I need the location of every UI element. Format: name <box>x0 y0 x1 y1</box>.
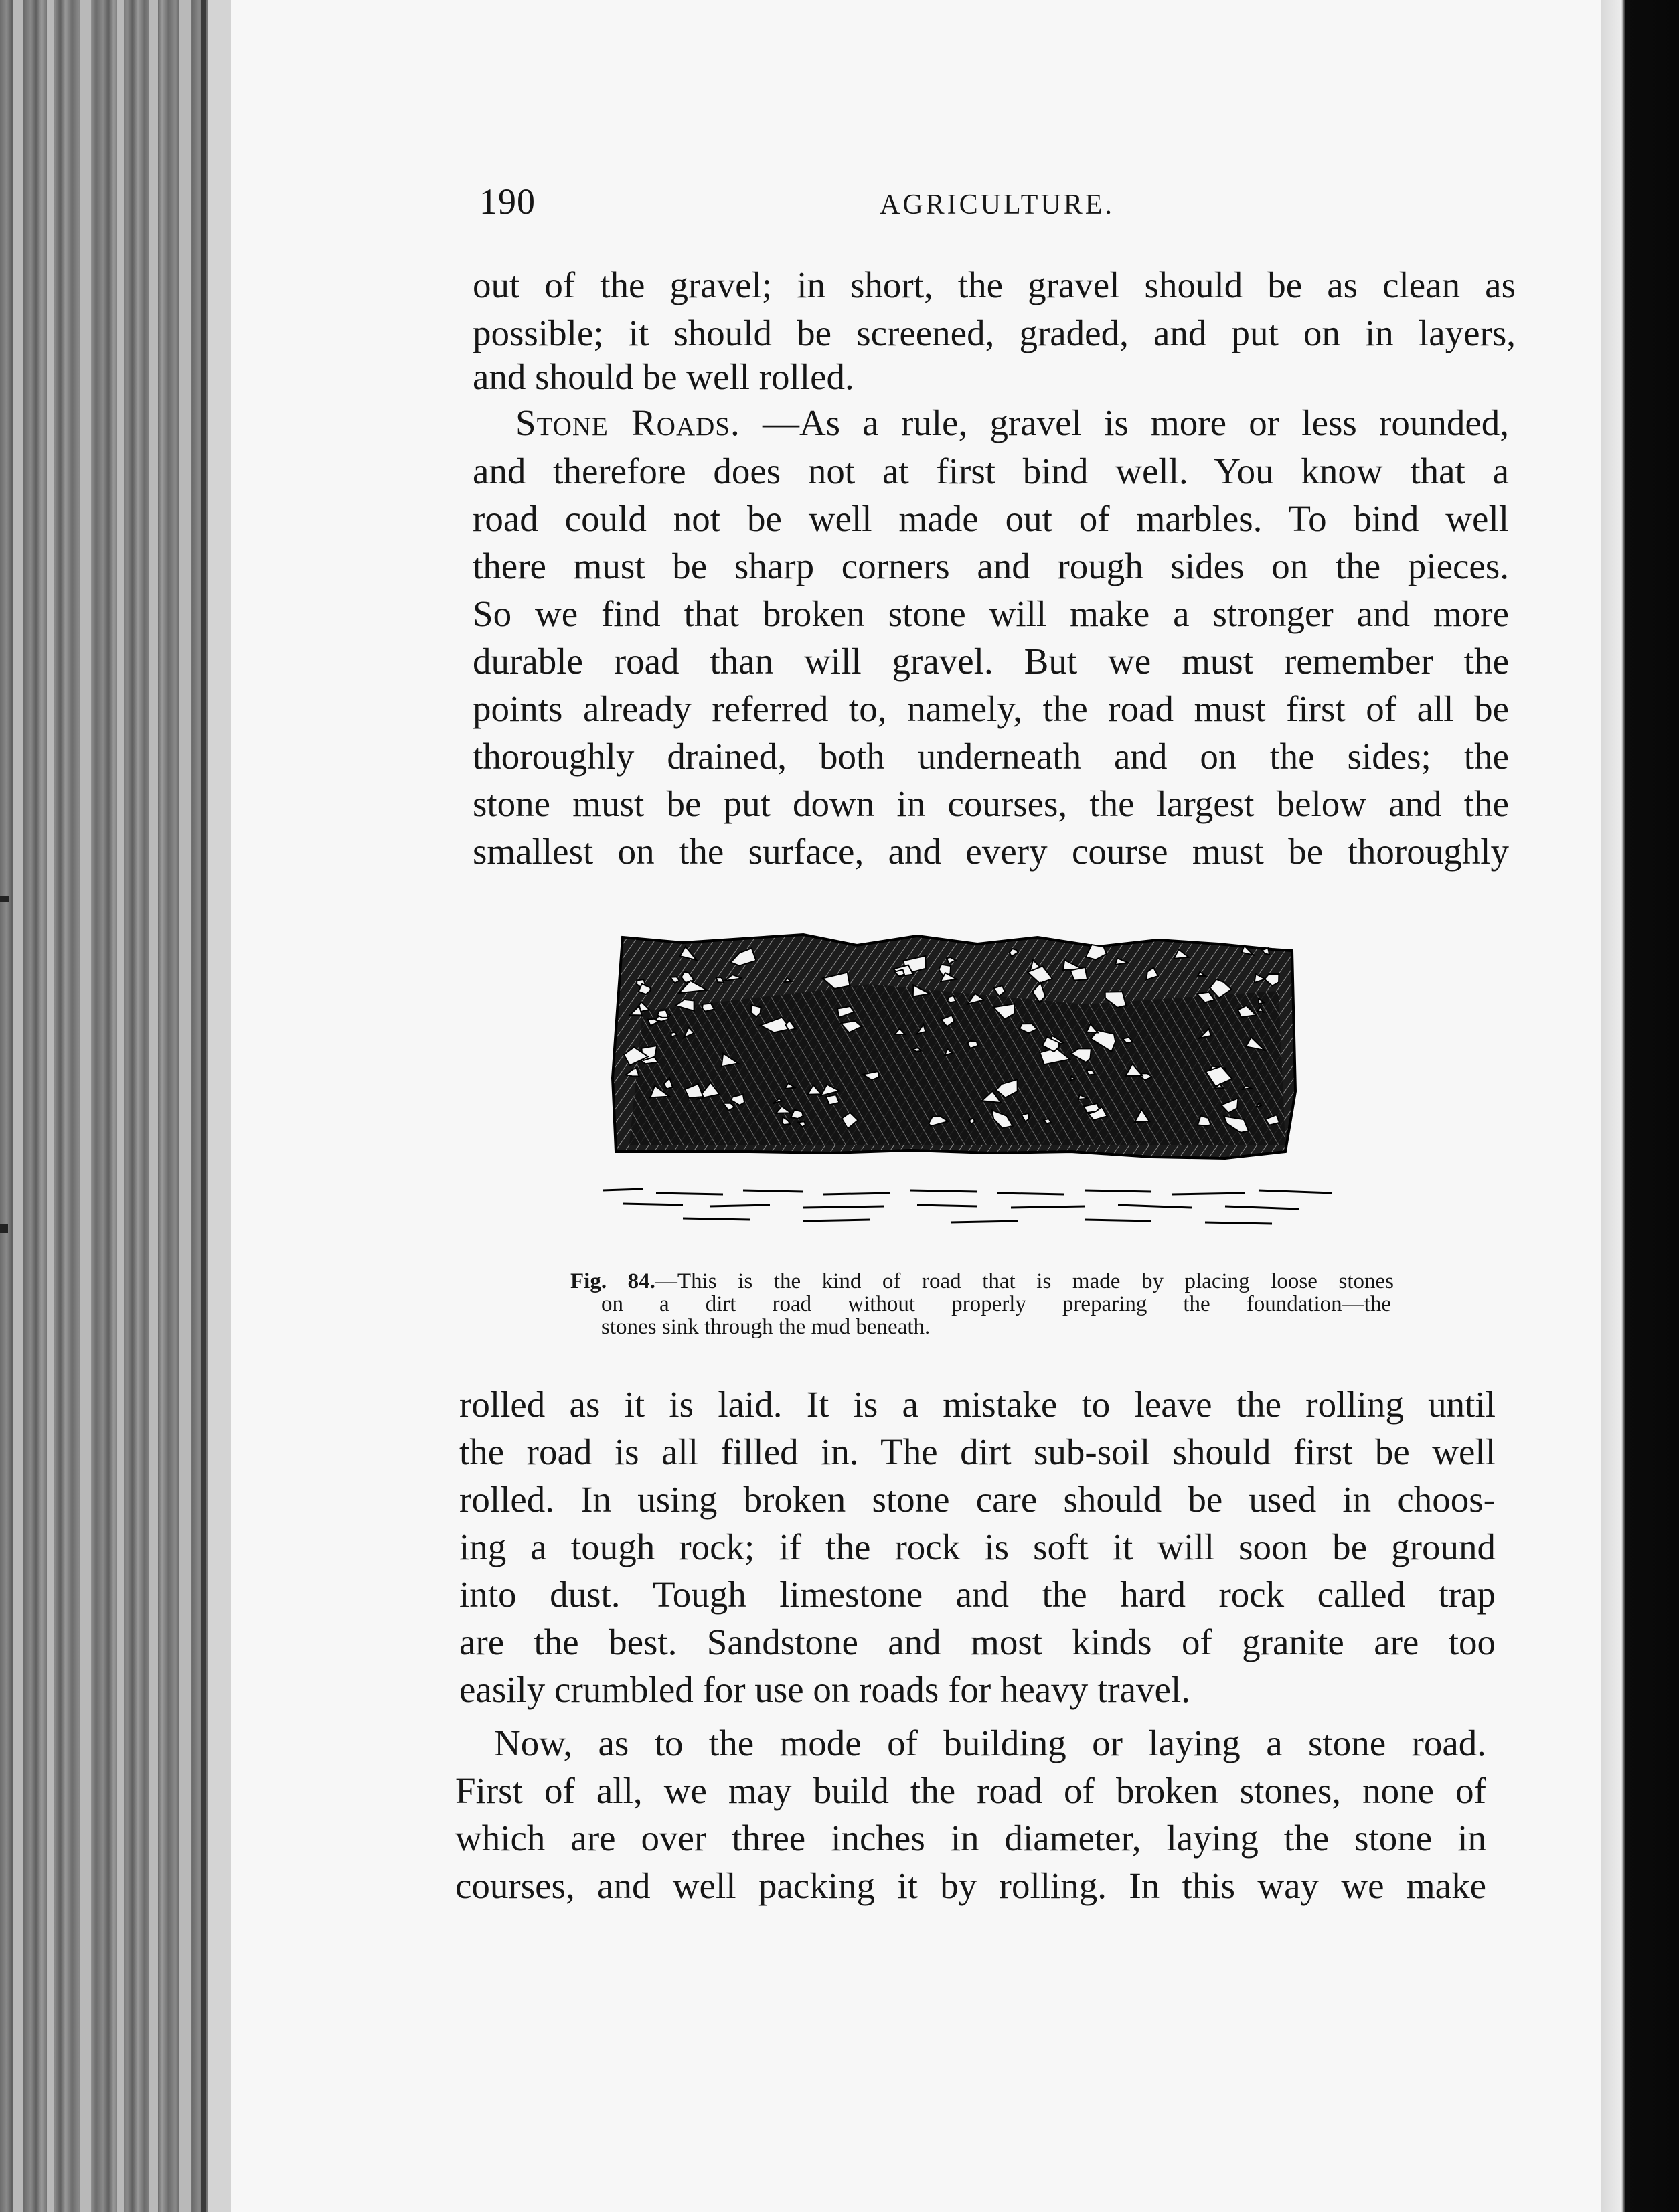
text-fragment: —As a rule, gravel is more or less rounded, <box>762 402 1509 443</box>
road-cross-section-illustration <box>603 931 1366 1239</box>
text-line-with-heading <box>515 404 1509 441</box>
text-line: Now, as to the mode of building or laying a stone road. <box>494 1723 1486 1763</box>
page-edge-line <box>117 0 124 2212</box>
text-line: courses, and well packing it by rolling. In this way we make <box>455 1865 1486 1906</box>
figure-caption-line: stones sink through the mud beneath. <box>601 1315 931 1339</box>
text-line: smallest on the surface, and every course must be thoroughly <box>473 831 1509 872</box>
figure-label: Fig. 84. <box>570 1269 655 1293</box>
text-line: road could not be well made out of marbles. To bind well <box>473 498 1509 539</box>
text-line: rolled. In using broken stone care should be used in choos- <box>459 1479 1496 1520</box>
text-line: which are over three inches in diameter, laying the stone in <box>455 1818 1486 1859</box>
page-edge-line <box>47 0 54 2212</box>
text-line: possible; it should be screened, graded, and put on in layers, <box>473 313 1516 353</box>
scan-mark <box>0 1224 8 1233</box>
text-line: into dust. Tough limestone and the hard rock called trap <box>459 1574 1496 1615</box>
figure-caption-line: on a dirt road without properly preparing the foundation—the <box>601 1292 1391 1316</box>
text-line: and therefore does not at first bind well. You know that a <box>473 451 1509 491</box>
text-line: durable road than will gravel. But we must remember the <box>473 641 1509 682</box>
next-page-edge <box>1601 0 1679 2212</box>
section-heading: Stone Roads. <box>515 402 740 443</box>
stone-fragment <box>826 1095 840 1105</box>
text-line: rolled as it is laid. It is a mistake to leave the rolling until <box>459 1384 1496 1425</box>
text-line: stone must be put down in courses, the largest below and the <box>473 783 1509 824</box>
caption-text: —This is the kind of road that is made by placing loose stones <box>655 1269 1394 1293</box>
text-line: First of all, we may build the road of broken stones, none of <box>455 1770 1486 1811</box>
page-edge-line <box>80 0 91 2212</box>
stone-road-drawing <box>603 931 1366 1239</box>
stone-fragment <box>1257 1104 1261 1107</box>
text-line: So we find that broken stone will make a stronger and more <box>473 593 1509 634</box>
page-number: 190 <box>479 181 536 222</box>
stone-fragment <box>657 1010 668 1018</box>
scan-mark <box>0 896 9 902</box>
page-edge-line <box>179 0 191 2212</box>
stone-fragment <box>947 996 956 1002</box>
text-line: the road is all filled in. The dirt sub-soil should first be well <box>459 1431 1496 1472</box>
text-line: easily crumbled for use on roads for heavy travel. <box>459 1669 1190 1710</box>
text-line: there must be sharp corners and rough sides on the pieces. <box>473 546 1509 586</box>
text-line: and should be well rolled. <box>473 356 854 397</box>
text-line: points already referred to, namely, the road must first of all be <box>473 688 1509 729</box>
page-edge-line <box>13 0 23 2212</box>
page-edge-line <box>149 0 158 2212</box>
stone-fragment <box>1070 967 1087 981</box>
text-line: are the best. Sandstone and most kinds of granite are too <box>459 1622 1496 1662</box>
text-line: out of the gravel; in short, the gravel should be as clean as <box>473 264 1516 305</box>
figure-caption-line <box>570 1271 1394 1293</box>
text-line: ing a tough rock; if the rock is soft it will soon be ground <box>459 1526 1496 1567</box>
page-edge-line <box>201 0 206 2212</box>
text-line: thoroughly drained, both underneath and on the sides; the <box>473 736 1509 777</box>
page-edge-strips <box>0 0 231 2212</box>
running-head: AGRICULTURE. <box>880 189 1115 220</box>
page-edge-line <box>208 0 231 2212</box>
